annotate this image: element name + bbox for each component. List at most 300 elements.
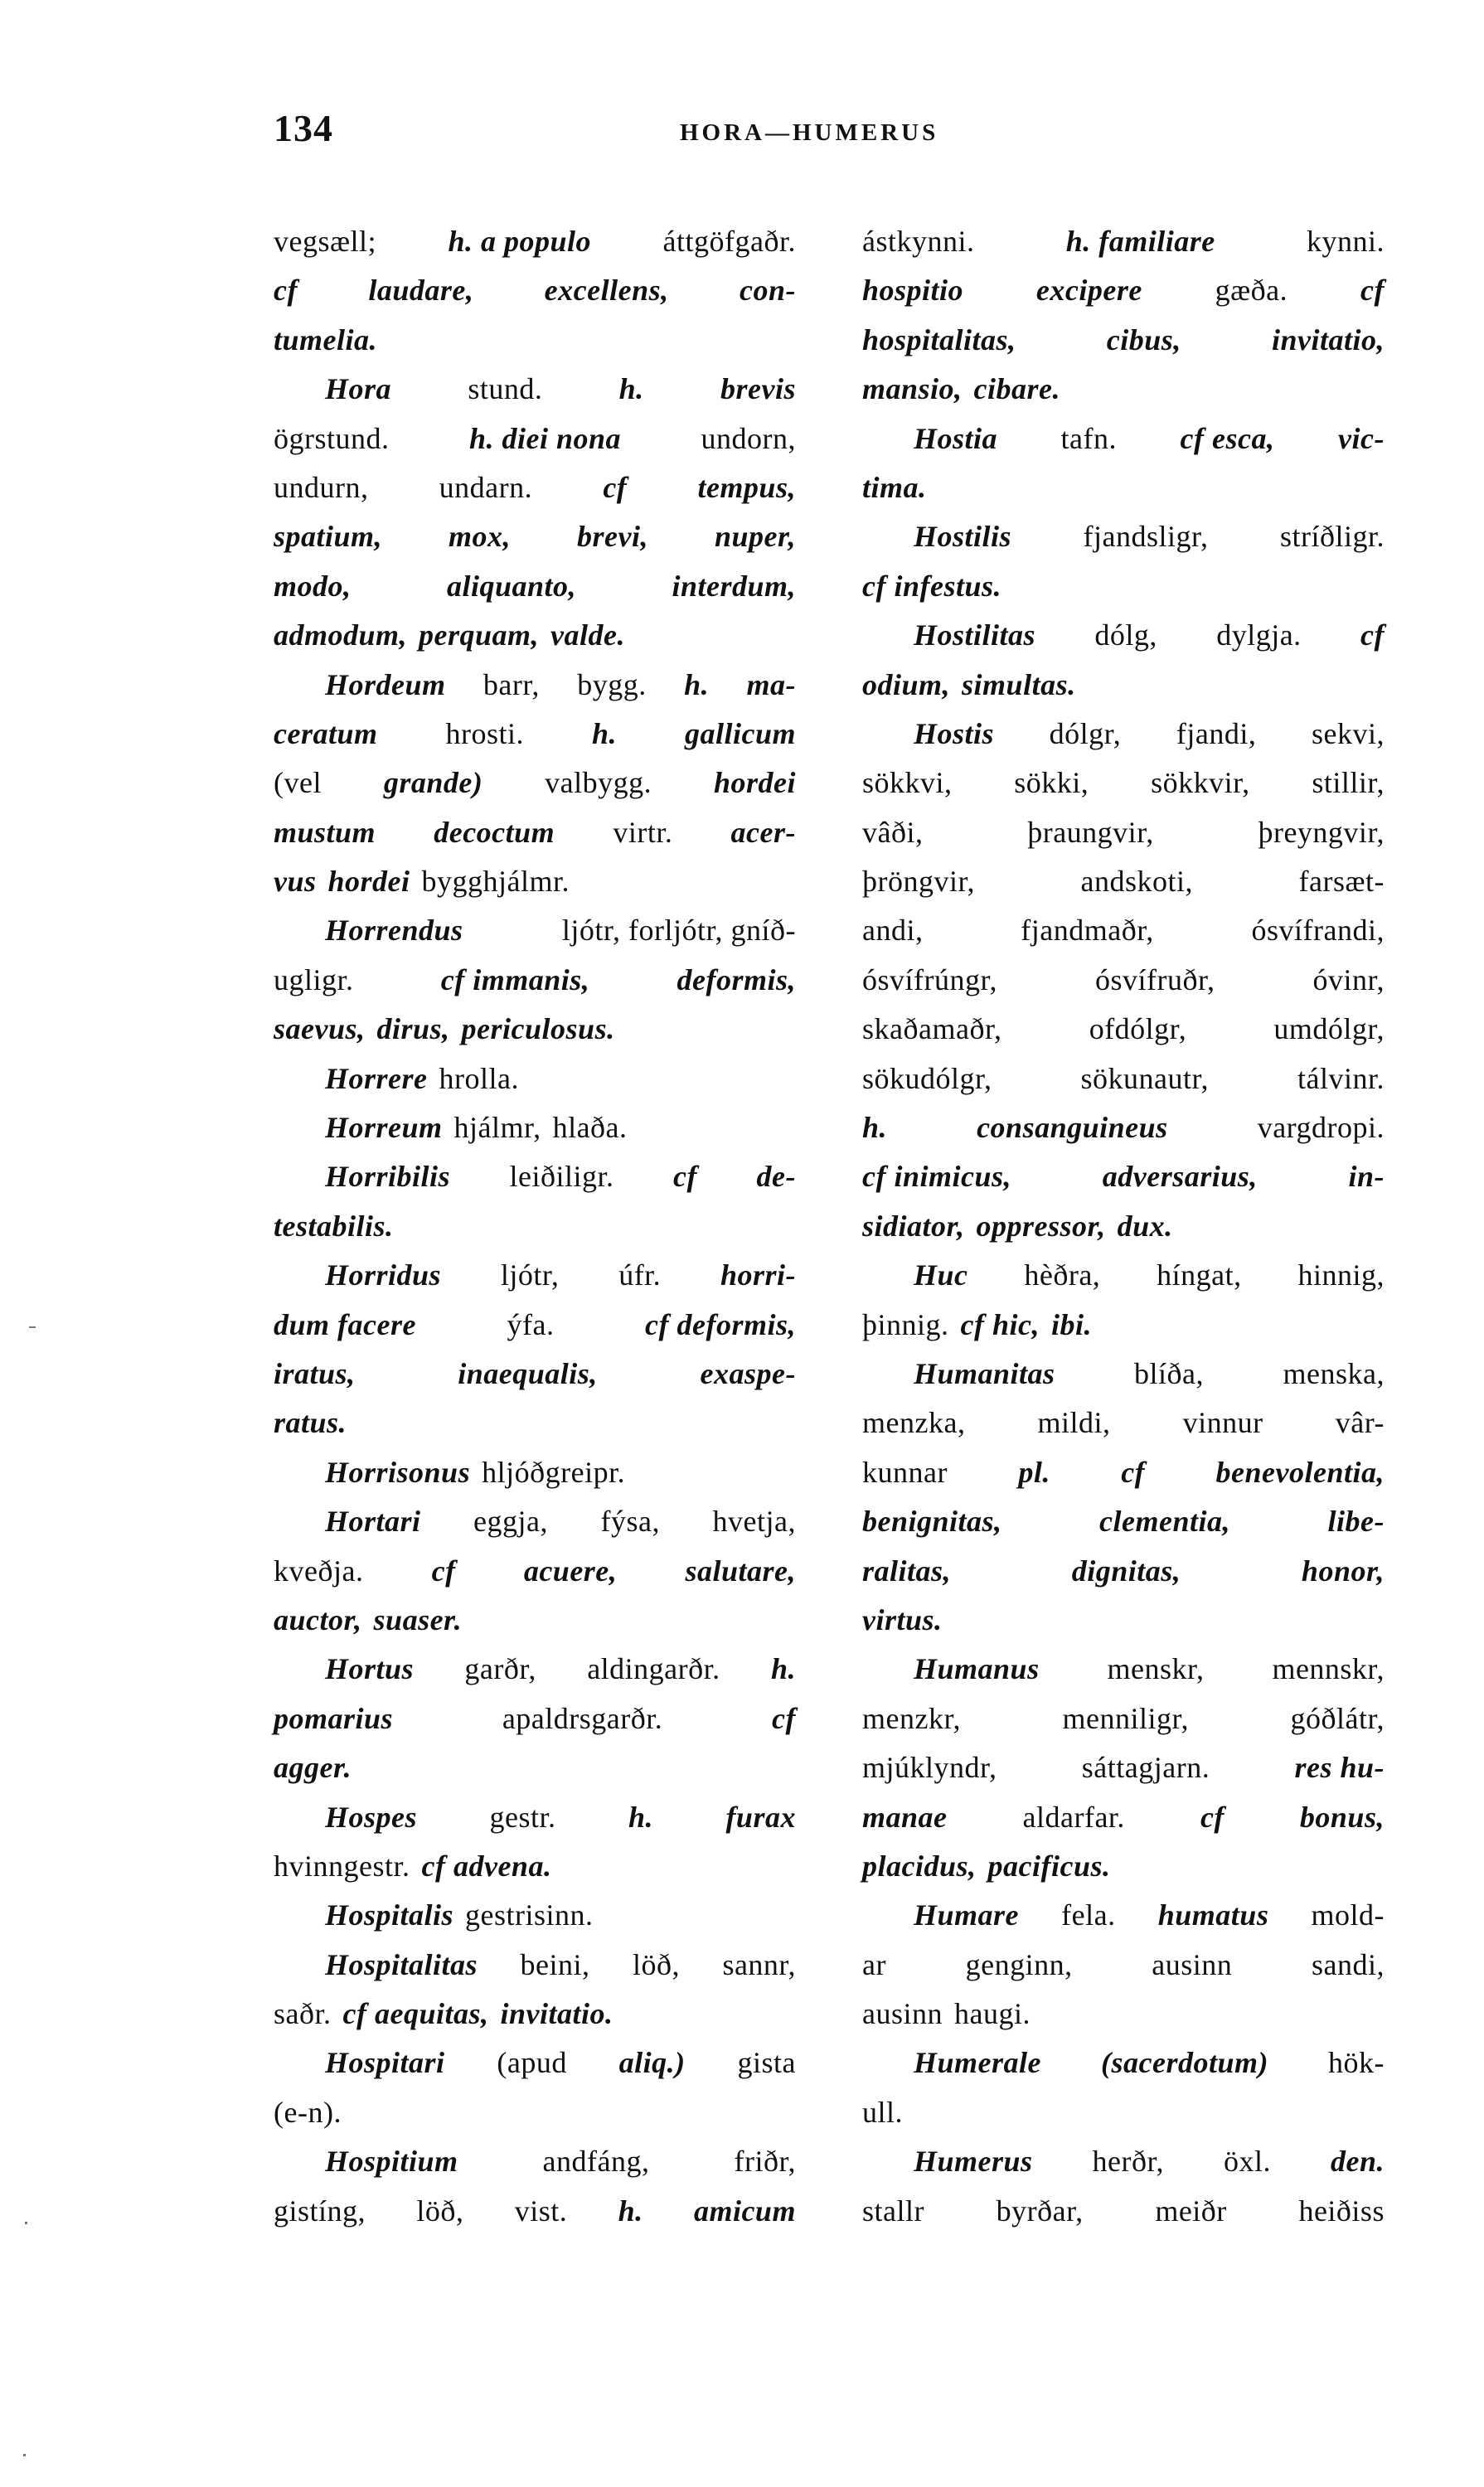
- icelandic-gloss: menzkr,: [862, 1701, 962, 1735]
- icelandic-gloss: beini,: [520, 1947, 590, 1981]
- icelandic-gloss: stund.: [468, 372, 543, 406]
- text-line: [862, 1793, 1385, 1842]
- latin-term: h.: [770, 1652, 796, 1686]
- running-title: HORA—HUMERUS: [680, 119, 939, 146]
- latin-term: admodum,: [274, 618, 408, 652]
- icelandic-gloss: kveðja.: [274, 1554, 364, 1588]
- scan-speck: [29, 1326, 36, 1328]
- text-line: [274, 710, 796, 759]
- icelandic-gloss: kunnar: [862, 1455, 948, 1489]
- text-line: [862, 365, 1385, 414]
- latin-term: dirus,: [376, 1012, 450, 1046]
- icelandic-gloss: aldingarðr.: [587, 1652, 720, 1686]
- text-line: [274, 1743, 796, 1792]
- latin-term: cf: [274, 274, 298, 308]
- icelandic-gloss: heiðiss: [1298, 2194, 1385, 2228]
- text-line: [274, 463, 796, 512]
- latin-term: hordei: [713, 766, 796, 800]
- icelandic-gloss: hvetja,: [712, 1505, 796, 1539]
- icelandic-gloss: mjúklyndr,: [862, 1751, 997, 1785]
- icelandic-gloss: sökkvir,: [1151, 766, 1250, 800]
- icelandic-gloss: undurn,: [274, 470, 369, 504]
- latin-term: cf: [431, 1554, 456, 1588]
- icelandic-gloss: herðr,: [1092, 2145, 1165, 2179]
- icelandic-gloss: dólgr,: [1049, 716, 1122, 750]
- latin-term: cibare.: [973, 372, 1061, 406]
- icelandic-gloss: sökudólgr,: [862, 1061, 992, 1095]
- text-line: [274, 759, 796, 807]
- scan-speck: [25, 2222, 27, 2224]
- text-line: [862, 1350, 1385, 1399]
- icelandic-gloss: ýfa.: [507, 1307, 555, 1341]
- latin-term: Horridus: [325, 1258, 442, 1292]
- icelandic-gloss: sáttagjarn.: [1081, 1751, 1210, 1785]
- icelandic-gloss: kynni.: [1306, 225, 1385, 258]
- text-line: [274, 1251, 796, 1300]
- latin-term: manae: [862, 1800, 948, 1834]
- latin-term: cf aequitas,: [342, 1997, 489, 2031]
- icelandic-gloss: hök-: [1327, 2046, 1385, 2080]
- text-line: [862, 1547, 1385, 1596]
- latin-term: h.: [618, 2194, 643, 2228]
- icelandic-gloss: fjandmaðr,: [1021, 914, 1154, 948]
- icelandic-gloss: ar: [862, 1947, 886, 1981]
- latin-term: con-: [739, 274, 796, 308]
- latin-term: agger.: [274, 1751, 352, 1785]
- text-line: [862, 1448, 1385, 1497]
- icelandic-gloss: hrolla.: [439, 1061, 519, 1095]
- icelandic-gloss: genginn,: [965, 1947, 1073, 1981]
- icelandic-gloss: haugi.: [954, 1997, 1031, 2031]
- latin-term: ma-: [746, 667, 796, 701]
- latin-term: acuere,: [523, 1554, 618, 1588]
- latin-term: perquam,: [419, 618, 540, 652]
- icelandic-gloss: aldarfar.: [1022, 1800, 1125, 1834]
- latin-term: dignitas,: [1071, 1554, 1181, 1588]
- latin-term: consanguineus: [977, 1111, 1168, 1145]
- latin-term: (sacerdotum): [1101, 2046, 1268, 2080]
- latin-term: ralitas,: [862, 1554, 952, 1588]
- page-number: 134: [274, 107, 333, 149]
- icelandic-gloss: undarn.: [439, 470, 533, 504]
- icelandic-gloss: hèðra,: [1024, 1258, 1101, 1292]
- icelandic-gloss: ósvífrúngr,: [862, 962, 998, 996]
- text-line: [274, 562, 796, 611]
- latin-term: virtus.: [862, 1602, 943, 1636]
- right-column: [862, 217, 1385, 2236]
- text-line: [274, 1054, 796, 1103]
- icelandic-gloss: mennskr,: [1272, 1652, 1385, 1686]
- text-line: [274, 1350, 796, 1399]
- icelandic-gloss: sökkvi,: [862, 766, 953, 800]
- latin-term: Hospes: [325, 1800, 417, 1834]
- text-line: [274, 266, 796, 315]
- latin-term: excellens,: [544, 274, 669, 308]
- icelandic-gloss: þinnig.: [862, 1307, 949, 1341]
- icelandic-gloss: menzka,: [862, 1406, 966, 1440]
- icelandic-gloss: andi,: [862, 914, 924, 948]
- text-line: [274, 1842, 796, 1891]
- text-line: [862, 906, 1385, 955]
- text-line: [274, 1497, 796, 1546]
- icelandic-gloss: undorn,: [701, 421, 796, 455]
- icelandic-gloss: friðr,: [734, 2145, 796, 2179]
- text-line: [274, 316, 796, 365]
- latin-term: acer-: [730, 815, 796, 849]
- icelandic-gloss: blíða,: [1134, 1356, 1205, 1390]
- icelandic-gloss: ull.: [862, 2095, 904, 2129]
- icelandic-gloss: mold-: [1311, 1898, 1385, 1932]
- icelandic-gloss: saðr.: [274, 1997, 332, 2031]
- icelandic-gloss: (e-n).: [274, 2095, 342, 2129]
- icelandic-gloss: löð,: [632, 1947, 680, 1981]
- icelandic-gloss: gæða.: [1215, 274, 1288, 308]
- latin-term: dum facere: [274, 1307, 416, 1341]
- latin-term: Humanus: [914, 1652, 1040, 1686]
- latin-term: in-: [1348, 1160, 1385, 1194]
- text-line: [274, 1793, 796, 1842]
- text-line: [862, 2137, 1385, 2186]
- latin-term: benignitas,: [862, 1505, 1002, 1539]
- latin-term: modo,: [274, 569, 352, 603]
- icelandic-gloss: þraungvir,: [1027, 815, 1154, 849]
- text-line: [274, 1202, 796, 1251]
- icelandic-gloss: tafn.: [1060, 421, 1118, 455]
- latin-term: cf: [772, 1701, 796, 1735]
- icelandic-gloss: ausinn: [862, 1997, 943, 2031]
- icelandic-gloss: vist.: [514, 2194, 568, 2228]
- icelandic-gloss: ofdólgr,: [1089, 1012, 1187, 1046]
- text-line: [274, 661, 796, 710]
- latin-term: simultas.: [962, 667, 1076, 701]
- latin-term: amicum: [693, 2194, 796, 2228]
- icelandic-gloss: valbygg.: [545, 766, 652, 800]
- text-line: [862, 857, 1385, 906]
- icelandic-gloss: stríðligr.: [1279, 520, 1385, 554]
- text-line: [274, 2187, 796, 2236]
- icelandic-gloss: góðlátr,: [1290, 1701, 1385, 1735]
- latin-term: Humerus: [914, 2145, 1033, 2179]
- latin-term: pomarius: [274, 1701, 394, 1735]
- text-line: [862, 562, 1385, 611]
- text-line: [274, 512, 796, 561]
- text-line: [274, 1399, 796, 1447]
- latin-term: de-: [756, 1160, 796, 1194]
- latin-term: cf deformis,: [645, 1307, 796, 1341]
- icelandic-gloss: sandi,: [1311, 1947, 1385, 1981]
- icelandic-gloss: hljóðgreipr.: [482, 1455, 626, 1489]
- latin-term: ceratum: [274, 716, 378, 750]
- icelandic-gloss: ljótr,: [500, 1258, 560, 1292]
- icelandic-gloss: ósvífrandi,: [1251, 914, 1385, 948]
- latin-term: adversarius,: [1102, 1160, 1258, 1194]
- latin-term: placidus,: [862, 1849, 977, 1883]
- text-line: [274, 956, 796, 1005]
- icelandic-gloss: hjálmr,: [453, 1111, 541, 1145]
- text-line: [274, 1448, 796, 1497]
- latin-term: ibi.: [1050, 1307, 1092, 1341]
- icelandic-gloss: tálvinr.: [1297, 1061, 1385, 1095]
- icelandic-gloss: sekvi,: [1312, 716, 1385, 750]
- icelandic-gloss: öxl.: [1224, 2145, 1272, 2179]
- latin-term: Hospitari: [325, 2046, 445, 2080]
- text-line: [862, 1103, 1385, 1152]
- latin-term: cf: [1360, 274, 1385, 308]
- text-line: [862, 611, 1385, 660]
- latin-term: excipere: [1035, 274, 1142, 308]
- text-line: [862, 1301, 1385, 1350]
- latin-term: hordei: [327, 865, 410, 899]
- latin-term: vic-: [1338, 421, 1385, 455]
- latin-term: hospitio: [862, 274, 964, 308]
- latin-term: laudare,: [368, 274, 474, 308]
- text-line: [862, 759, 1385, 807]
- latin-term: Hostilis: [914, 520, 1012, 554]
- icelandic-gloss: ausinn: [1152, 1947, 1233, 1981]
- text-line: [274, 857, 796, 906]
- left-column: [274, 217, 796, 2236]
- text-line: [274, 1301, 796, 1350]
- latin-term: odium,: [862, 667, 951, 701]
- latin-term: horri-: [720, 1258, 796, 1292]
- latin-term: Humerale: [914, 2046, 1041, 2080]
- latin-term: den.: [1330, 2145, 1385, 2179]
- latin-term: cf: [1200, 1800, 1225, 1834]
- text-line: [274, 365, 796, 414]
- latin-term: Horribilis: [325, 1160, 451, 1194]
- latin-term: cf: [603, 470, 628, 504]
- icelandic-gloss: andfáng,: [542, 2145, 650, 2179]
- text-line: [862, 1743, 1385, 1792]
- latin-term: Hostia: [914, 421, 998, 455]
- icelandic-gloss: áttgöfgaðr.: [662, 225, 796, 258]
- icelandic-gloss: vegsæll;: [274, 225, 377, 258]
- icelandic-gloss: ástkynni.: [862, 225, 975, 258]
- icelandic-gloss: sökki,: [1014, 766, 1089, 800]
- latin-term: dux.: [1117, 1209, 1173, 1243]
- icelandic-gloss: farsæt-: [1298, 865, 1385, 899]
- text-line: [274, 611, 796, 660]
- latin-term: furax: [725, 1800, 796, 1834]
- icelandic-gloss: umdólgr,: [1273, 1012, 1385, 1046]
- icelandic-gloss: leiðiligr.: [509, 1160, 614, 1194]
- latin-term: cf immanis,: [440, 962, 590, 996]
- text-line: [274, 1891, 796, 1940]
- latin-term: h. diei nona: [468, 421, 622, 455]
- text-line: [862, 1596, 1385, 1645]
- text-line: [862, 710, 1385, 759]
- latin-term: auctor,: [274, 1602, 362, 1636]
- text-line: [862, 1842, 1385, 1891]
- icelandic-gloss: fela.: [1061, 1898, 1116, 1932]
- text-line: [274, 1005, 796, 1054]
- latin-term: mansio,: [862, 372, 963, 406]
- latin-term: tima.: [862, 470, 927, 504]
- latin-term: periculosus.: [461, 1012, 615, 1046]
- icelandic-gloss: þreyngvir,: [1258, 815, 1385, 849]
- text-line: [862, 414, 1385, 463]
- icelandic-gloss: gestr.: [489, 1800, 556, 1834]
- text-line: [862, 1891, 1385, 1940]
- latin-term: Hordeum: [325, 667, 446, 701]
- latin-term: Horrisonus: [325, 1455, 471, 1489]
- icelandic-gloss: hvinngestr.: [274, 1849, 410, 1883]
- latin-term: exaspe-: [700, 1356, 796, 1390]
- text-line: [274, 1547, 796, 1596]
- text-line: [862, 1645, 1385, 1694]
- icelandic-gloss: stillir,: [1312, 766, 1385, 800]
- icelandic-gloss: þröngvir,: [862, 865, 976, 899]
- latin-term: h. familiare: [1065, 225, 1215, 258]
- text-line: [274, 1103, 796, 1152]
- text-line: [862, 956, 1385, 1005]
- text-line: [862, 316, 1385, 365]
- latin-term: cf: [1360, 618, 1385, 652]
- latin-term: spatium,: [274, 520, 383, 554]
- latin-term: iratus,: [274, 1356, 356, 1390]
- icelandic-gloss: ugligr.: [274, 962, 354, 996]
- icelandic-gloss: ljótr, forljótr, gníð-: [561, 914, 796, 948]
- text-line: [862, 808, 1385, 857]
- text-line: [862, 2088, 1385, 2137]
- icelandic-gloss: híngat,: [1157, 1258, 1242, 1292]
- latin-term: tempus,: [697, 470, 796, 504]
- latin-term: h.: [684, 667, 710, 701]
- latin-term: cf infestus.: [862, 569, 1001, 603]
- icelandic-gloss: óvinr,: [1312, 962, 1385, 996]
- icelandic-gloss: gistíng,: [274, 2194, 366, 2228]
- text-line: [862, 463, 1385, 512]
- latin-term: cf: [1121, 1455, 1146, 1489]
- icelandic-gloss: barr,: [483, 667, 540, 701]
- latin-term: honor,: [1301, 1554, 1385, 1588]
- text-line: [862, 217, 1385, 266]
- text-line: [862, 2187, 1385, 2236]
- latin-term: cf esca,: [1180, 421, 1275, 455]
- icelandic-gloss: dólg,: [1094, 618, 1157, 652]
- text-line: [274, 414, 796, 463]
- latin-term: interdum,: [672, 569, 796, 603]
- text-line: [862, 1054, 1385, 1103]
- text-line: [274, 217, 796, 266]
- icelandic-gloss: vâði,: [862, 815, 924, 849]
- text-line: [274, 1152, 796, 1201]
- latin-term: gallicum: [684, 716, 796, 750]
- latin-term: cf advena.: [421, 1849, 552, 1883]
- latin-term: h.: [591, 716, 617, 750]
- icelandic-gloss: hrosti.: [445, 716, 524, 750]
- latin-term: Hortari: [325, 1505, 421, 1539]
- latin-term: brevis: [720, 372, 796, 406]
- text-line: [274, 1694, 796, 1743]
- latin-term: pl.: [1018, 1455, 1050, 1489]
- latin-term: Hora: [325, 372, 392, 406]
- latin-term: decoctum: [434, 815, 555, 849]
- icelandic-gloss: bygghjálmr.: [421, 865, 570, 899]
- text-line: [862, 1005, 1385, 1054]
- latin-term: cf: [673, 1160, 698, 1194]
- latin-term: valde.: [550, 618, 626, 652]
- text-line: [274, 2039, 796, 2087]
- icelandic-gloss: fýsa,: [600, 1505, 661, 1539]
- icelandic-gloss: (vel: [274, 766, 322, 800]
- icelandic-gloss: bygg.: [577, 667, 647, 701]
- latin-term: benevolentia,: [1215, 1455, 1385, 1489]
- text-line: [862, 512, 1385, 561]
- text-line: [862, 1399, 1385, 1447]
- text-line: [862, 1202, 1385, 1251]
- latin-term: clementia,: [1099, 1505, 1231, 1539]
- latin-term: aliq.): [618, 2046, 686, 2080]
- latin-term: mustum: [274, 815, 376, 849]
- latin-term: Horrendus: [325, 914, 463, 948]
- icelandic-gloss: vinnur: [1182, 1406, 1263, 1440]
- latin-term: testabilis.: [274, 1209, 394, 1243]
- text-line: [862, 1152, 1385, 1201]
- latin-term: bonus,: [1299, 1800, 1385, 1834]
- text-line: [274, 906, 796, 955]
- icelandic-gloss: hlaða.: [552, 1111, 628, 1145]
- text-line: [274, 1645, 796, 1694]
- text-line: [862, 1694, 1385, 1743]
- text-line: [274, 2137, 796, 2186]
- latin-term: nuper,: [714, 520, 796, 554]
- text-line: [862, 266, 1385, 315]
- icelandic-gloss: stallr: [862, 2194, 924, 2228]
- icelandic-gloss: meiðr: [1155, 2194, 1227, 2228]
- latin-term: h.: [862, 1111, 888, 1145]
- icelandic-gloss: úfr.: [618, 1258, 662, 1292]
- latin-term: salutare,: [685, 1554, 796, 1588]
- latin-term: Hospitalitas: [325, 1947, 478, 1981]
- latin-term: cf hic,: [960, 1307, 1040, 1341]
- text-line: [862, 2039, 1385, 2087]
- latin-term: humatus: [1157, 1898, 1269, 1932]
- latin-term: tumelia.: [274, 322, 378, 356]
- icelandic-gloss: sökunautr,: [1080, 1061, 1210, 1095]
- latin-term: h.: [618, 372, 644, 406]
- scan-speck: [23, 2454, 26, 2456]
- text-line: [274, 1941, 796, 1990]
- latin-term: vus: [274, 865, 317, 899]
- latin-term: mox,: [449, 520, 512, 554]
- icelandic-gloss: eggja,: [473, 1505, 549, 1539]
- icelandic-gloss: vargdropi.: [1257, 1111, 1385, 1145]
- latin-term: sidiator,: [862, 1209, 965, 1243]
- text-line: [862, 1497, 1385, 1546]
- icelandic-gloss: menskr,: [1107, 1652, 1205, 1686]
- icelandic-gloss: skaðamaðr,: [862, 1012, 1002, 1046]
- latin-term: grande): [383, 766, 483, 800]
- latin-term: Hospitium: [325, 2145, 458, 2179]
- text-line: [274, 808, 796, 857]
- running-head: [274, 106, 1385, 148]
- latin-term: pacificus.: [987, 1849, 1111, 1883]
- latin-term: Hostis: [914, 716, 995, 750]
- icelandic-gloss: ögrstund.: [274, 421, 390, 455]
- text-line: [862, 1941, 1385, 1990]
- latin-term: Hospitalis: [325, 1898, 454, 1932]
- text-line: [862, 1251, 1385, 1300]
- latin-term: Humanitas: [914, 1356, 1055, 1390]
- icelandic-gloss: sannr,: [722, 1947, 796, 1981]
- text-line: [862, 661, 1385, 710]
- latin-term: Hortus: [325, 1652, 415, 1686]
- latin-term: Huc: [914, 1258, 968, 1292]
- latin-term: saevus,: [274, 1012, 366, 1046]
- latin-term: oppressor,: [976, 1209, 1106, 1243]
- icelandic-gloss: hinnig,: [1297, 1258, 1385, 1292]
